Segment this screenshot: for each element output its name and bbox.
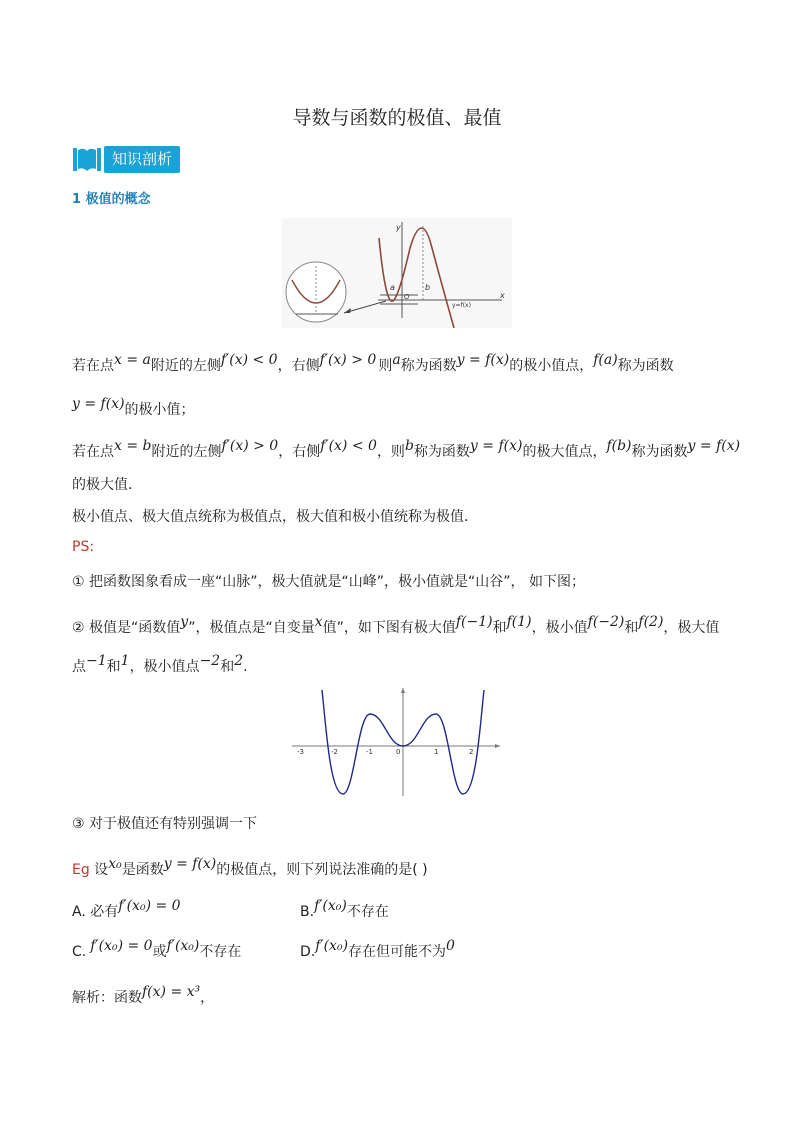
option-a[interactable]: A. 必有f′(x₀) = 0 (72, 898, 181, 920)
tick-0: 0 (396, 748, 401, 756)
fig1-a-label: a (390, 283, 395, 292)
item-2-cont: 点−1和1，极小值点−2和2. (72, 653, 248, 675)
paragraph-maximum: 若在点x = b附近的左侧f′(x) > 0，右侧f′(x) < 0，则b称为函数y = f(x)的极大值点，f(b)称为函数y = f(x) (72, 438, 741, 460)
tick-2: 2 (469, 748, 474, 756)
badge-label: 知识剖析 (104, 146, 180, 173)
fig1-b-label: b (425, 283, 431, 292)
book-icon (72, 146, 102, 173)
analysis: 解析：函数f(x) = x³， (72, 984, 215, 1006)
paragraph-summary: 极小值点、极大值点统称为极值点，极大值和极小值统称为极值． (72, 509, 478, 525)
item-1: ① 把函数图象看成一座“山脉”，极大值就是“山峰”，极小值就是“山谷”， 如下图； (72, 574, 585, 590)
paragraph-minimum: 若在点x = a附近的左侧f′(x) < 0，右侧f′(x) > 0 则a称为函数y = f(x)的极小值点，f(a)称为函数 (72, 352, 674, 374)
option-b[interactable]: B.f′(x₀)不存在 (300, 898, 389, 920)
section-badge (72, 146, 180, 173)
section-heading: 1 极值的概念 (72, 192, 151, 207)
w-curve-figure (288, 686, 504, 798)
tick-neg1: -1 (366, 748, 373, 756)
example-question: Eg 设x₀是函数y = f(x)的极值点，则下列说法准确的是( ) (72, 856, 428, 878)
item-3: ③ 对于极值还有特别强调一下 (72, 816, 258, 832)
tick-1: 1 (434, 748, 439, 756)
fig1-x-label: x (500, 291, 505, 300)
extremum-concept-figure (282, 218, 512, 328)
option-c[interactable]: C. f′(x₀) = 0或f′(x₀)不存在 (72, 938, 242, 960)
ps-label: PS: (72, 539, 95, 555)
item-2: ② 极值是“函数值y”，极值点是“自变量x值”，如下图有极大值f(−1)和f(1)，极小值f(−2)和f(2)，极大值 (72, 614, 720, 636)
paragraph-minimum-cont: y = f(x)的极小值； (72, 396, 195, 418)
fig1-curve-label: y=f(x) (452, 302, 471, 309)
fig1-o-label: O (404, 293, 410, 301)
tick-neg3: -3 (297, 748, 304, 756)
page-title: 导数与函数的极值、最值 (292, 107, 502, 129)
option-d[interactable]: D.f′(x₀)存在但可能不为0 (300, 938, 455, 960)
paragraph-maximum-cont: 的极大值． (72, 477, 142, 493)
fig1-y-label: y (396, 223, 401, 232)
tick-neg2: -2 (331, 748, 338, 756)
